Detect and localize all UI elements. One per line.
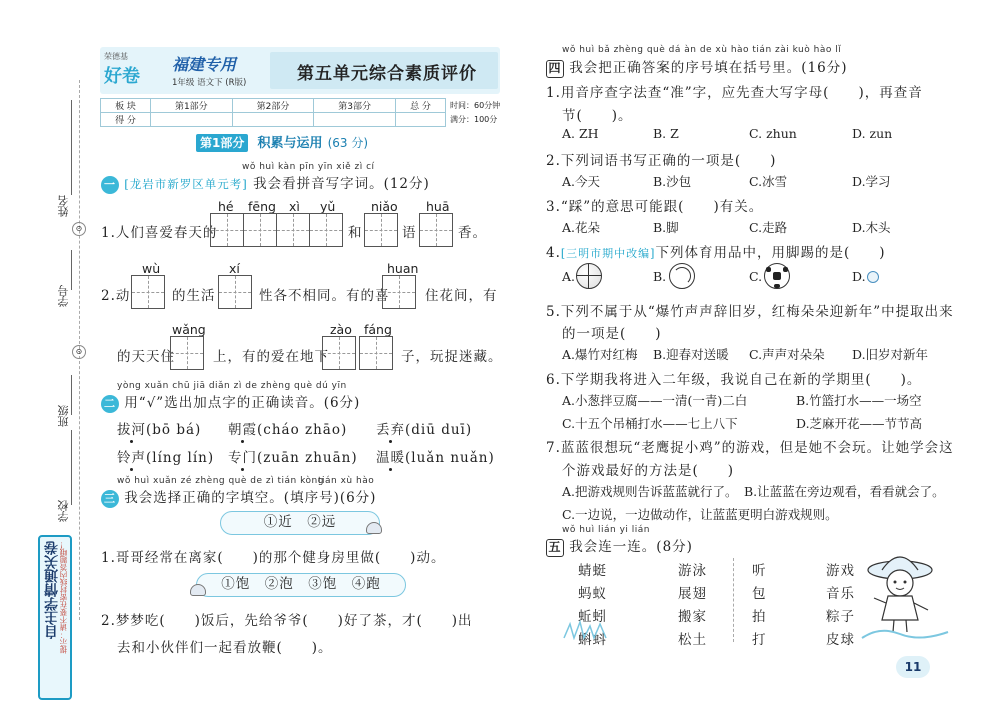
q4-4-c-label: C. — [749, 269, 763, 284]
q1-l2-end: 住花间，有 — [425, 288, 498, 304]
q5-c2-2[interactable]: 搬家 — [678, 609, 707, 625]
q2-word-2: 朝霞 — [228, 422, 257, 438]
q5-pinyin: wǒ huì lián yi lián — [562, 525, 650, 535]
q4-4-d-label: D. — [852, 269, 866, 284]
q1-box-12[interactable] — [359, 336, 393, 370]
q3-options-1 — [220, 511, 380, 535]
class-line — [71, 375, 72, 415]
id-line — [71, 250, 72, 290]
ladybug-icon-2 — [190, 584, 206, 596]
edition: 1年级 语文下 (R版) — [172, 78, 247, 88]
q5-num: 五 — [546, 539, 564, 557]
q3-options-2 — [196, 573, 406, 597]
q1-box-2[interactable] — [243, 213, 277, 247]
q1-l1-mid2: 语 — [402, 225, 417, 241]
q4-6-c[interactable]: C.十五个吊桶打水——七上八下 — [562, 416, 738, 431]
score-head-1: 第1部分 — [151, 99, 233, 113]
q2-reading-5: (zuān zhuān) — [257, 450, 358, 466]
q4-7-stem: 7.蓝蓝很想玩“老鹰捉小鸡”的游戏，但是她不会玩。让她学会这 — [546, 440, 954, 456]
q2-item-3[interactable] — [376, 418, 472, 438]
q5-text: 我会连一连。(8分) — [569, 539, 693, 555]
q1-l3-py2: zào — [330, 322, 352, 337]
score-table — [100, 98, 446, 127]
school-line — [71, 430, 72, 505]
q1-l1-pre: 1.人们喜爱春天的 — [101, 225, 218, 241]
q4-2-a[interactable]: A.今天 — [562, 174, 601, 189]
q1-l1-end: 香。 — [458, 225, 487, 241]
q5-c2-0[interactable]: 游泳 — [678, 563, 707, 579]
q1-l3-mid1: 上，有的爱在地下 — [213, 349, 329, 365]
q1-box-8[interactable] — [218, 275, 252, 309]
q4-2-c[interactable]: C.冰雪 — [749, 174, 788, 189]
q1-l2-py3: huan — [387, 261, 419, 276]
q5-c1-1[interactable]: 蚂蚁 — [578, 586, 607, 602]
full-score-info: 满分：100分 — [450, 115, 498, 124]
q5-c2-1[interactable]: 展翅 — [678, 586, 707, 602]
q1-l2-py2: xí — [229, 261, 240, 276]
q2-item-2[interactable] — [228, 418, 347, 438]
grass-decoration — [562, 618, 612, 640]
q5-c4-0[interactable]: 游戏 — [826, 563, 855, 579]
q5-c3-1[interactable]: 包 — [752, 586, 767, 602]
q4-6-b[interactable]: B.竹篮打水——一场空 — [796, 393, 922, 408]
q4-title — [546, 56, 848, 78]
q4-1-stem: 1.用音序查字法查“准”字，应先查大写字母( )，再查音 — [546, 85, 923, 101]
q4-5-c[interactable]: C.声声对朵朵 — [749, 347, 825, 362]
q4-7-c[interactable]: C.一边说，一边做动作，让蓝蓝更明白游戏规则。 — [562, 507, 838, 522]
q1-l3-pre: 的天天住 — [117, 349, 175, 365]
name-label: 姓名 — [57, 195, 70, 217]
q3-pinyin-2: tián xù hào — [318, 476, 375, 486]
q1-pinyin: wǒ huì kàn pīn yīn xiě zì cí — [242, 162, 375, 172]
q2-title — [101, 391, 360, 413]
q2-word-5: 专门 — [228, 450, 257, 466]
q4-5-b[interactable]: B.迎春对送暖 — [653, 347, 729, 362]
score-cell-2[interactable] — [232, 113, 314, 127]
q2-reading-3: (diū duī) — [405, 422, 473, 438]
q2-word-6: 温暖 — [376, 450, 405, 466]
q2-pinyin: yòng xuǎn chū jiā diǎn zì de zhèng què dú yīn — [117, 381, 347, 391]
score-head-0: 板 块 — [101, 99, 151, 113]
q4-num: 四 — [546, 60, 564, 78]
q4-6-a[interactable]: A.小葱拌豆腐——一清(一青)二白 — [562, 393, 748, 408]
q2-word-4: 铃声 — [117, 450, 146, 466]
q2-item-6[interactable] — [376, 446, 495, 466]
seal-mark-icon: ⊙ — [72, 222, 86, 236]
q1-l1-py6: huā — [426, 199, 450, 214]
q1-source: [龙岩市新罗区单元考] — [124, 177, 248, 191]
q3-title — [101, 486, 376, 508]
q5-divider — [733, 558, 734, 642]
q1-l1-py3: xì — [289, 199, 300, 214]
score-cell-total[interactable] — [396, 113, 446, 127]
q4-7-stem-2: 个游戏最好的方法是( ) — [562, 463, 735, 479]
part1-num: 第1部分 — [196, 134, 248, 152]
q5-c4-2[interactable]: 粽子 — [826, 609, 855, 625]
q1-l2-mid2: 性各不相同。有的喜 — [259, 288, 390, 304]
part1-score: (63 分) — [327, 136, 369, 150]
q2-reading-6: (luǎn nuǎn) — [405, 450, 495, 466]
q4-3-a[interactable]: A.花朵 — [562, 220, 601, 235]
q2-num: 二 — [101, 395, 119, 413]
q5-c1-3[interactable]: 蝌蚪 — [578, 632, 607, 648]
q4-6-d[interactable]: D.芝麻开花——节节高 — [796, 416, 923, 431]
pingpong-ball-icon — [867, 271, 879, 283]
q3-options-1-text: ①近 ②远 — [263, 514, 337, 530]
q1-l1-py1: hé — [218, 199, 234, 214]
part1-heading — [196, 132, 368, 151]
q4-text: 我会把正确答案的序号填在括号里。(16分) — [569, 60, 848, 76]
q3-options-2-text: ①饱 ②泡 ③饱 ④跑 — [221, 576, 381, 592]
q5-title — [546, 535, 693, 557]
q4-4-tag: [三明市期中改编] — [560, 247, 656, 260]
q5-c3-3[interactable]: 打 — [752, 632, 767, 648]
q1-box-9[interactable] — [382, 275, 416, 309]
basketball-icon — [576, 263, 602, 289]
q5-c4-1[interactable]: 音乐 — [826, 586, 855, 602]
q2-item-4[interactable] — [117, 446, 214, 466]
q5-c3-2[interactable]: 拍 — [752, 609, 767, 625]
q4-3-stem: 3.“踩”的意思可能跟( )有关。 — [546, 199, 764, 215]
logo — [104, 51, 158, 91]
q1-l1-py4: yǔ — [320, 199, 336, 214]
page-number: 11 — [896, 656, 930, 678]
seal-strip — [0, 0, 95, 711]
q1-l3-py3: fáng — [364, 322, 392, 337]
q4-5-d[interactable]: D.旧岁对新年 — [852, 347, 929, 362]
vertical-subtitle: 提示：请不要在密封线内答题哦！ — [59, 541, 68, 654]
q4-4-a-label: A. — [562, 269, 576, 284]
q4-1-stem-2: 节( )。 — [562, 108, 633, 124]
q1-box-7[interactable] — [131, 275, 165, 309]
q4-4-text: 下列体育用品中，用脚踢的是( ) — [655, 245, 886, 261]
class-label: 班级 — [57, 405, 70, 427]
q4-3-d[interactable]: D.木头 — [852, 220, 891, 235]
q1-box-5[interactable] — [364, 213, 398, 247]
q5-c4-3[interactable]: 皮球 — [826, 632, 855, 648]
q1-l2-mid1: 的生活 — [172, 288, 216, 304]
q2-word-3: 丢弃 — [376, 422, 405, 438]
q3-sentence-1: 1.哥哥经常在离家( )的那个健身房里做( )动。 — [101, 550, 446, 566]
q4-5-a[interactable]: A.爆竹对红梅 — [562, 347, 638, 362]
q2-reading-2: (cháo zhāo) — [257, 422, 348, 438]
q1-title — [101, 172, 430, 194]
q3-pinyin: wǒ huì xuǎn zé zhèng què de zì tián kòng — [117, 476, 324, 486]
q1-box-4[interactable] — [309, 213, 343, 247]
q1-l2-pre: 2.动 — [101, 288, 131, 304]
q1-text: 我会看拼音写字词。(12分) — [253, 176, 430, 192]
q1-box-11[interactable] — [322, 336, 356, 370]
score-head-3: 第3部分 — [314, 99, 396, 113]
q4-pinyin: wǒ huì bǎ zhèng què dá àn de xù hào tián zài kuò hào lǐ — [562, 45, 842, 55]
q4-6-stem: 6.下学期我将进入二年级，我说自己在新的学期里( )。 — [546, 372, 922, 388]
q1-l3-py1: wǎng — [172, 322, 206, 337]
q2-text: 用“√”选出加点字的正确读音。(6分) — [124, 395, 361, 411]
page-title: 第五单元综合素质评价 — [297, 64, 477, 84]
q4-4-a[interactable] — [562, 269, 575, 284]
score-row-label: 得 分 — [101, 113, 151, 127]
q4-4-b-label: B. — [653, 269, 667, 284]
q5-c1-0[interactable]: 蜻蜓 — [578, 563, 607, 579]
q4-3-c[interactable]: C.走路 — [749, 220, 788, 235]
q2-reading-4: (líng lín) — [146, 450, 215, 466]
logo-top: 荣德基 — [104, 52, 128, 61]
time-info: 时间：60分钟 — [450, 101, 501, 110]
school-label: 学校 — [57, 500, 70, 522]
score-cell-3[interactable] — [314, 113, 396, 127]
q4-7-a[interactable]: A.把游戏规则告诉蓝蓝就行了。 — [562, 484, 738, 499]
volleyball-icon — [669, 263, 695, 289]
id-label: 学号 — [57, 285, 70, 307]
q3-text: 我会选择正确的字填空。(填序号)(6分) — [124, 490, 377, 506]
q1-l3-end: 子，玩捉迷藏。 — [401, 349, 503, 365]
q4-1-c[interactable]: C. zhun — [749, 126, 797, 141]
header-band — [100, 47, 500, 94]
q4-1-d[interactable]: D. zun — [852, 126, 893, 141]
vertical-title-box — [38, 535, 72, 700]
badge: 福建专用 — [172, 55, 237, 74]
q4-1-b[interactable]: B. Z — [653, 126, 679, 141]
q1-box-1[interactable] — [210, 213, 244, 247]
ladybug-icon — [366, 522, 382, 534]
score-head-4: 总 分 — [396, 99, 446, 113]
girl-illustration — [860, 548, 950, 643]
score-cell-1[interactable] — [151, 113, 233, 127]
soccer-ball-icon — [764, 263, 790, 289]
q4-4-d[interactable] — [852, 269, 866, 284]
q1-l1-py2: fēng — [248, 199, 276, 214]
logo-main: 好卷 — [104, 66, 140, 87]
q1-num: 一 — [101, 176, 119, 194]
q4-5-stem: 5.下列不属于从“爆竹声声辞旧岁，红梅朵朵迎新年”中提取出来 — [546, 304, 954, 320]
q2-item-5[interactable] — [228, 446, 358, 466]
q1-box-6[interactable] — [419, 213, 453, 247]
q4-5-stem-2: 的一项是( ) — [562, 326, 662, 342]
q4-4-pre: 4. — [546, 245, 561, 261]
q4-7-b[interactable]: B.让蓝蓝在旁边观看，看看就会了。 — [744, 484, 945, 499]
q3-sentence-2a: 2.梦梦吃( )饭后，先给爷爷( )好了茶，才( )出 — [101, 613, 473, 629]
q1-l2-py1: wù — [142, 261, 161, 276]
q4-1-a[interactable]: A. ZH — [562, 126, 599, 141]
part1-title: 积累与运用 — [257, 136, 323, 151]
vertical-title: 自主学情通关卷 — [44, 541, 60, 639]
q4-2-stem: 2.下列词语书写正确的一项是( ) — [546, 153, 777, 169]
seal-mark-icon-2: ⊙ — [72, 345, 86, 359]
q3-num: 三 — [101, 490, 119, 508]
q1-box-3[interactable] — [276, 213, 310, 247]
q5-c1-2[interactable]: 蚯蚓 — [578, 609, 607, 625]
score-head-2: 第2部分 — [232, 99, 314, 113]
q4-2-b[interactable]: B.沙包 — [653, 174, 692, 189]
q5-c3-0[interactable]: 听 — [752, 563, 767, 579]
q1-box-10[interactable] — [170, 336, 204, 370]
name-line — [71, 100, 72, 195]
q2-item-1[interactable] — [117, 418, 201, 438]
q4-4-b[interactable] — [653, 269, 666, 284]
q4-2-d[interactable]: D.学习 — [852, 174, 891, 189]
q1-l1-mid1: 和 — [348, 225, 363, 241]
q1-l1-py5: niǎo — [371, 199, 398, 214]
q4-3-b[interactable]: B.脚 — [653, 220, 679, 235]
q2-word-1: 拔河 — [117, 422, 146, 438]
q4-4-stem — [546, 241, 886, 261]
q4-4-c[interactable] — [749, 269, 762, 284]
q5-c2-3[interactable]: 松土 — [678, 632, 707, 648]
q2-reading-1: (bō bá) — [146, 422, 202, 438]
q3-sentence-2b: 去和小伙伴们一起看放鞭( )。 — [117, 640, 333, 656]
